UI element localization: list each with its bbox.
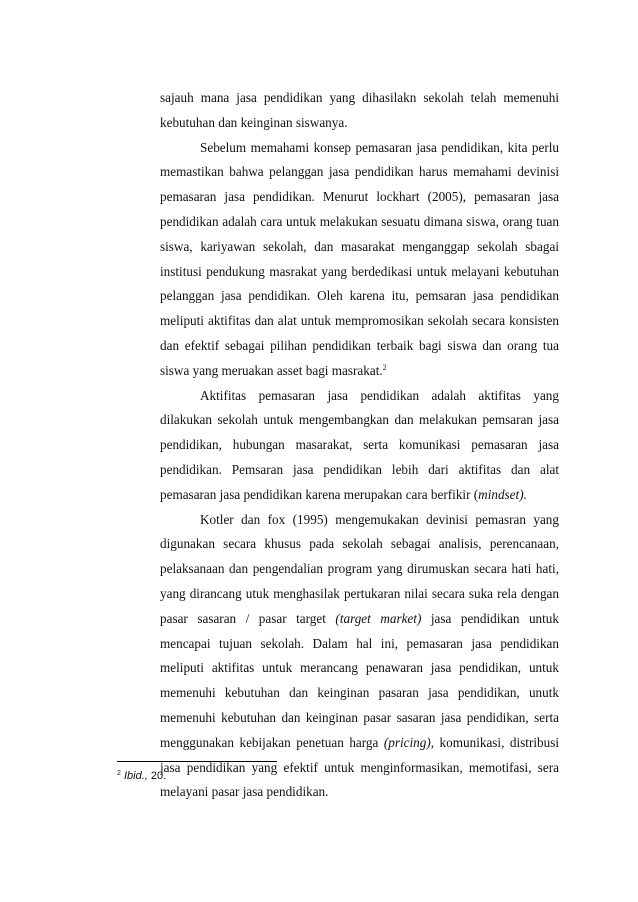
text-line: dan efektif sebagai pilihan pendidikan terbaik bagi siswa dan orang tua: [160, 337, 559, 353]
footnote: [117, 770, 166, 782]
text-line: institusi pendukung masrakat yang berdedikasi untuk melayani kebutuhan: [160, 263, 559, 279]
text-line: [160, 483, 559, 508]
text-segment: pasar sasaran / pasar target: [160, 610, 336, 626]
text-line: meliputi aktifitas dan alat untuk mempromosikan sekolah secara konsisten: [160, 313, 559, 329]
text-line: mencapai tujuan sekolah. Dalam hal ini, pemasaran jasa pendidikan: [160, 635, 559, 651]
text-line: kebutuhan dan keinginan siswanya.: [160, 114, 348, 130]
italic-term: mindset).: [478, 486, 527, 502]
text-segment: jasa pendidikan untuk: [421, 610, 559, 626]
text-line: digunakan secara khusus pada sekolah sebagai analisis, perencanaan,: [160, 536, 559, 552]
text-line: dilakukan sekolah untuk mengembangkan dan melakukan pemsaran jasa: [160, 412, 559, 428]
footnote-source: Ibid.,: [123, 770, 148, 782]
text-segment: , komunikasi, distribusi: [430, 734, 559, 750]
text-line: [160, 607, 559, 632]
text-line: memenuhi kebutuhan dan keinginan pasar sasaran jasa pendidikan, serta: [160, 709, 559, 725]
italic-term: (pricing): [383, 734, 431, 750]
text-line: yang dirancang utuk menghasilak pertukaran nilai secara suka rela dengan: [160, 585, 559, 601]
footnote-number: 2: [117, 770, 121, 777]
text-line: pendidikan, hubungan masarakat, serta komunikasi pemasaran jasa: [160, 437, 559, 453]
text-line: Aktifitas pemasaran jasa pendidikan adalah aktifitas yang: [200, 387, 559, 403]
footnote-reference[interactable]: 2: [382, 362, 387, 372]
italic-term: (target market): [335, 610, 422, 626]
text-line: Sebelum memahami konsep pemasaran jasa pendidikan, kita perlu: [200, 139, 559, 155]
text-line: pelaksanaan dan pengendalian program yang dirumuskan secara hati hati,: [160, 561, 559, 577]
text-line: [160, 731, 559, 756]
text-line: memenuhi kebutuhan dan keinginan pasaran jasa pendidikan, unutk: [160, 685, 559, 701]
text-line: Kotler dan fox (1995) mengemukakan devinisi pemasran yang: [200, 511, 559, 527]
text-line: siswa, kariyawan sekolah, dan masarakat menganggap sekolah sbagai: [160, 238, 559, 254]
text-line: pendidikan adalah cara untuk melakukan sesuatu dimana siswa, orang tuan: [160, 213, 559, 229]
text-line: melayani pasar jasa pendidikan.: [160, 784, 329, 800]
text-line: pemasaran jasa pendidikan. Menurut lockhart (2005), pemasaran jasa: [160, 189, 559, 205]
footnote-separator: [117, 761, 277, 762]
text-segment: menggunakan kebijakan penetuan harga: [160, 734, 384, 750]
text-line: pelanggan jasa pendidikan. Oleh karena itu, pemsaran jasa pendidikan: [160, 288, 559, 304]
text-line: memastikan bahwa pelanggan jasa pendidikan harus memahami devinisi: [160, 164, 559, 180]
text-line: pendidikan. Pemsaran jasa pendidikan lebih dari aktifitas dan alat: [160, 461, 559, 477]
text-segment: pemasaran jasa pendidikan karena merupakan cara berfikir (: [160, 486, 479, 502]
text-line: [160, 359, 559, 384]
footnote-page: 20.: [147, 770, 167, 782]
text-line: meliputi aktifitas untuk merancang penawaran jasa pendidikan, untuk: [160, 660, 559, 676]
body-text: [160, 86, 559, 805]
text-line: sajauh mana jasa pendidikan yang dihasilakn sekolah telah memenuhi: [160, 90, 559, 105]
text-line: jasa pendidikan yang efektif untuk menginformasikan, memotifasi, sera: [160, 759, 559, 775]
text-segment: siswa yang meruakan asset bagi masrakat.: [160, 362, 383, 378]
